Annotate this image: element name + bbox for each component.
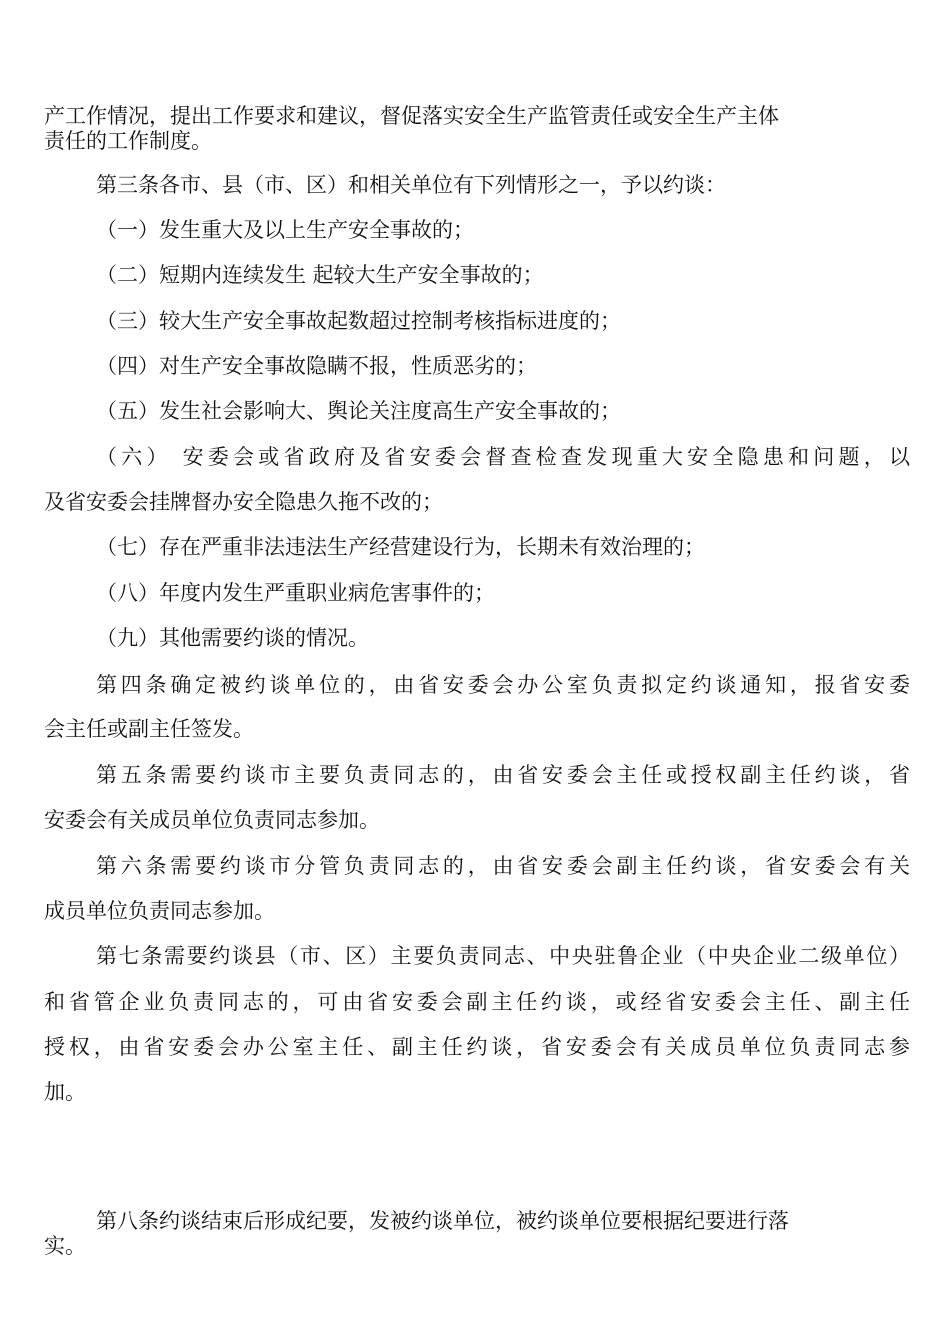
list-item-4: （四）对生产安全事故隐瞒不报，性质恶劣的；	[96, 354, 537, 378]
list-item-2: （二）短期内连续发生 起较大生产安全事故的；	[96, 263, 544, 287]
article-8-line-1: 第八条约谈结束后形成纪要，发被约谈单位，被约谈单位要根据纪要进行落	[96, 1209, 789, 1233]
list-item-7: （七）存在严重非法违法生产经营建设行为，长期未有效治理的；	[96, 535, 705, 559]
list-item-8: （八）年度内发生严重职业病危害事件的；	[96, 581, 495, 605]
article-6-line-2: 成员单位负责同志参加。	[44, 899, 275, 923]
article-8-line-2: 实。	[44, 1234, 86, 1258]
article-7-line-3: 授权，由省安委会办公室主任、副主任约谈，省安委会有关成员单位负责同志参	[44, 1035, 910, 1059]
article-3-heading: 第三条各市、县（市、区）和相关单位有下列情形之一，予以约谈：	[96, 173, 726, 197]
list-item-5: （五）发生社会影响大、舆论关注度高生产安全事故的；	[96, 399, 621, 423]
text-line-1: 产工作情况，提出工作要求和建议，督促落实安全生产监管责任或安全生产主体	[44, 104, 779, 128]
article-4-line-2: 会主任或副主任签发。	[44, 717, 254, 741]
article-7-line-2: 和省管企业负责同志的，可由省安委会副主任约谈，或经省安委会主任、副主任	[44, 990, 910, 1014]
list-item-9: （九）其他需要约谈的情况。	[96, 626, 369, 650]
text-line-2: 责任的工作制度。	[44, 129, 212, 153]
article-5-line-1: 第五条需要约谈市主要负责同志的，由省安委会主任或授权副主任约谈，省	[96, 763, 910, 787]
list-item-6-cont: 及省安委会挂牌督办安全隐患久拖不改的；	[44, 490, 443, 514]
article-7-line-4: 加。	[44, 1080, 86, 1104]
list-item-6: （六） 安委会或省政府及省安委会督查检查发现重大安全隐患和问题，以	[96, 445, 910, 469]
article-4-line-1: 第四条确定被约谈单位的，由省安委会办公室负责拟定约谈通知，报省安委	[96, 673, 910, 697]
list-item-3: （三）较大生产安全事故起数超过控制考核指标进度的；	[96, 309, 621, 333]
article-6-line-1: 第六条需要约谈市分管负责同志的，由省安委会副主任约谈，省安委会有关	[96, 854, 910, 878]
list-item-1: （一）发生重大及以上生产安全事故的；	[96, 218, 474, 242]
article-5-line-2: 安委会有关成员单位负责同志参加。	[44, 808, 380, 832]
article-7-line-1: 第七条需要约谈县（市、区）主要负责同志、中央驻鲁企业（中央企业二级单位）	[96, 944, 910, 968]
